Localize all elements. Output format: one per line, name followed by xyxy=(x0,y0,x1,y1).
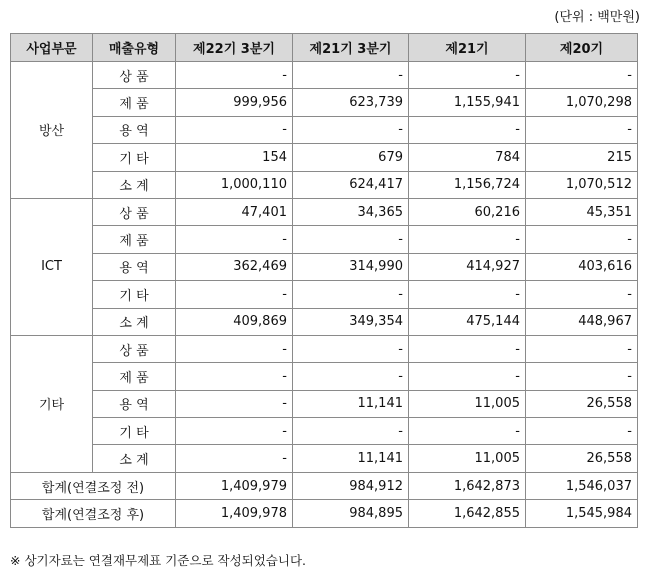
segment-name: ICT xyxy=(11,198,93,335)
value-cell: - xyxy=(409,62,526,89)
total-value: 984,912 xyxy=(293,472,409,499)
revenue-type: 소 계 xyxy=(93,171,176,198)
revenue-type: 상 품 xyxy=(93,335,176,362)
table-row xyxy=(11,308,638,335)
table-row xyxy=(11,253,638,280)
revenue-type: 용 역 xyxy=(93,390,176,417)
value-cell: - xyxy=(409,335,526,362)
revenue-type: 기 타 xyxy=(93,144,176,171)
value-cell: 1,070,298 xyxy=(526,89,638,116)
table-row xyxy=(11,144,638,171)
revenue-type: 용 역 xyxy=(93,116,176,143)
value-cell: - xyxy=(526,363,638,390)
revenue-type: 제 품 xyxy=(93,226,176,253)
total-value: 1,642,855 xyxy=(409,500,526,527)
table-row xyxy=(11,62,638,89)
value-cell: - xyxy=(293,226,409,253)
total-value: 1,546,037 xyxy=(526,472,638,499)
revenue-type: 상 품 xyxy=(93,198,176,225)
value-cell: - xyxy=(176,335,293,362)
header-q3-22: 제22기 3분기 xyxy=(176,34,293,62)
table-row xyxy=(11,226,638,253)
value-cell: 11,005 xyxy=(409,445,526,472)
value-cell: 362,469 xyxy=(176,253,293,280)
value-cell: 11,141 xyxy=(293,390,409,417)
header-q3-21: 제21기 3분기 xyxy=(293,34,409,62)
header-type: 매출유형 xyxy=(93,34,176,62)
value-cell: 154 xyxy=(176,144,293,171)
value-cell: - xyxy=(293,62,409,89)
value-cell: 349,354 xyxy=(293,308,409,335)
value-cell: - xyxy=(176,281,293,308)
total-value: 1,409,978 xyxy=(176,500,293,527)
value-cell: - xyxy=(293,418,409,445)
total-value: 1,545,984 xyxy=(526,500,638,527)
revenue-type: 용 역 xyxy=(93,253,176,280)
value-cell: - xyxy=(526,116,638,143)
value-cell: 414,927 xyxy=(409,253,526,280)
value-cell: 475,144 xyxy=(409,308,526,335)
table-row xyxy=(11,281,638,308)
revenue-type: 기 타 xyxy=(93,418,176,445)
value-cell: - xyxy=(176,418,293,445)
value-cell: - xyxy=(176,116,293,143)
value-cell: - xyxy=(409,363,526,390)
total-label: 합계(연결조정 전) xyxy=(11,472,176,499)
footnote: ※ 상기자료는 연결재무제표 기준으로 작성되었습니다. xyxy=(10,553,306,568)
table-row xyxy=(11,89,638,116)
value-cell: 1,070,512 xyxy=(526,171,638,198)
value-cell: 215 xyxy=(526,144,638,171)
total-value: 1,409,979 xyxy=(176,472,293,499)
table-row xyxy=(11,198,638,225)
value-cell: 1,000,110 xyxy=(176,171,293,198)
total-label: 합계(연결조정 후) xyxy=(11,500,176,527)
value-cell: 1,156,724 xyxy=(409,171,526,198)
header-fy20: 제20기 xyxy=(526,34,638,62)
value-cell: 45,351 xyxy=(526,198,638,225)
value-cell: - xyxy=(176,390,293,417)
revenue-type: 기 타 xyxy=(93,281,176,308)
revenue-type: 제 품 xyxy=(93,363,176,390)
value-cell: - xyxy=(293,335,409,362)
value-cell: 34,365 xyxy=(293,198,409,225)
total-row xyxy=(11,472,638,499)
table-row xyxy=(11,171,638,198)
value-cell: - xyxy=(526,335,638,362)
value-cell: 314,990 xyxy=(293,253,409,280)
value-cell: 1,155,941 xyxy=(409,89,526,116)
table-row xyxy=(11,335,638,362)
value-cell: - xyxy=(409,116,526,143)
unit-note: (단위 : 백만원) xyxy=(554,10,640,25)
table-row xyxy=(11,116,638,143)
value-cell: - xyxy=(526,418,638,445)
value-cell: 679 xyxy=(293,144,409,171)
value-cell: - xyxy=(526,281,638,308)
table-row xyxy=(11,445,638,472)
value-cell: 624,417 xyxy=(293,171,409,198)
value-cell: - xyxy=(526,226,638,253)
value-cell: 448,967 xyxy=(526,308,638,335)
value-cell: 409,869 xyxy=(176,308,293,335)
value-cell: - xyxy=(176,445,293,472)
total-value: 984,895 xyxy=(293,500,409,527)
value-cell: - xyxy=(176,226,293,253)
revenue-type: 소 계 xyxy=(93,308,176,335)
value-cell: 999,956 xyxy=(176,89,293,116)
value-cell: 623,739 xyxy=(293,89,409,116)
value-cell: - xyxy=(176,363,293,390)
table-row xyxy=(11,418,638,445)
header-segment: 사업부문 xyxy=(11,34,93,62)
revenue-table xyxy=(10,33,638,528)
value-cell: - xyxy=(409,281,526,308)
value-cell: - xyxy=(409,418,526,445)
value-cell: - xyxy=(293,363,409,390)
value-cell: - xyxy=(409,226,526,253)
segment-name: 방산 xyxy=(11,62,93,199)
revenue-type: 제 품 xyxy=(93,89,176,116)
revenue-type: 상 품 xyxy=(93,62,176,89)
segment-name: 기타 xyxy=(11,335,93,472)
header-fy21: 제21기 xyxy=(409,34,526,62)
value-cell: 60,216 xyxy=(409,198,526,225)
value-cell: 26,558 xyxy=(526,445,638,472)
table-row xyxy=(11,390,638,417)
value-cell: 11,005 xyxy=(409,390,526,417)
total-row xyxy=(11,500,638,527)
table-row xyxy=(11,363,638,390)
header-row xyxy=(11,34,638,62)
revenue-type: 소 계 xyxy=(93,445,176,472)
value-cell: 11,141 xyxy=(293,445,409,472)
value-cell: 26,558 xyxy=(526,390,638,417)
value-cell: 784 xyxy=(409,144,526,171)
value-cell: 47,401 xyxy=(176,198,293,225)
value-cell: - xyxy=(293,116,409,143)
value-cell: 403,616 xyxy=(526,253,638,280)
value-cell: - xyxy=(293,281,409,308)
total-value: 1,642,873 xyxy=(409,472,526,499)
value-cell: - xyxy=(526,62,638,89)
table-body xyxy=(11,62,638,528)
value-cell: - xyxy=(176,62,293,89)
